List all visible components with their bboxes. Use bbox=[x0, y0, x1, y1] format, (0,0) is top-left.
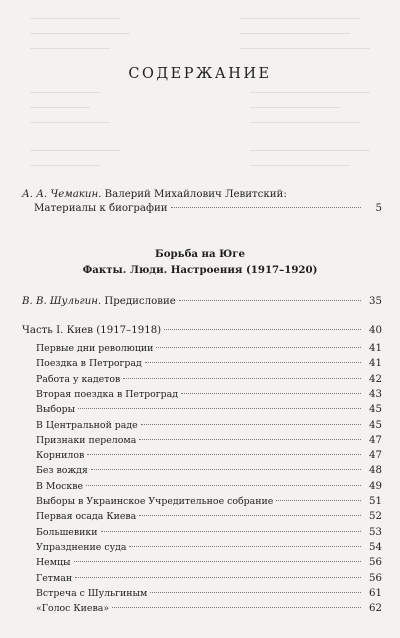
leader-dots bbox=[164, 329, 361, 330]
toc-chapter-entry bbox=[36, 556, 382, 570]
leader-dots bbox=[171, 207, 361, 208]
toc-chapter-entry bbox=[36, 587, 382, 601]
toc-chapter-entry bbox=[36, 373, 382, 387]
toc-chapter-entry bbox=[36, 541, 382, 555]
chapter-title: Поездка в Петроград bbox=[36, 358, 142, 370]
chapter-title: Без вождя bbox=[36, 465, 88, 477]
intro-title-line1: А. А. Чемакин. Валерий Михайлович Левитский: bbox=[22, 189, 287, 200]
chapter-title: Выборы в Украинское Учредительное собрание bbox=[36, 496, 274, 507]
part-title: Часть I. Киев (1917–1918) bbox=[22, 325, 162, 336]
toc-chapter-entry bbox=[36, 342, 382, 356]
page-title: СОДЕРЖАНИЕ bbox=[128, 66, 272, 82]
chapter-title: Признаки перелома bbox=[36, 434, 137, 446]
toc-chapter-entry bbox=[36, 449, 382, 463]
chapter-title: Вторая поездка в Петроград bbox=[36, 388, 179, 400]
leader-dots bbox=[141, 424, 361, 425]
leader-dots bbox=[156, 347, 361, 348]
leader-dots bbox=[150, 592, 361, 593]
toc-chapter-entry bbox=[36, 572, 382, 586]
toc-chapter-entry bbox=[36, 464, 382, 478]
chapter-page: 43 bbox=[369, 388, 382, 400]
intro-page: 5 bbox=[375, 203, 382, 214]
chapter-page: 47 bbox=[369, 434, 382, 446]
chapter-page: 53 bbox=[369, 526, 382, 538]
toc-chapter-entry bbox=[36, 388, 382, 402]
toc-chapter-entry bbox=[36, 526, 382, 540]
chapter-title: Выборы bbox=[36, 404, 76, 416]
show-through-background bbox=[0, 0, 400, 200]
chapter-page: 62 bbox=[369, 603, 382, 615]
preface-page: 35 bbox=[369, 296, 382, 307]
leader-dots bbox=[78, 408, 361, 409]
chapter-title: Первые дни революции bbox=[36, 343, 154, 354]
leader-dots bbox=[74, 561, 361, 562]
chapter-page: 61 bbox=[369, 587, 382, 599]
chapter-page: 42 bbox=[369, 373, 382, 385]
preface-entry bbox=[22, 295, 382, 309]
toc-chapter-entry bbox=[36, 480, 382, 494]
part-entry bbox=[22, 324, 382, 338]
toc-chapter-entry bbox=[36, 510, 382, 524]
leader-dots bbox=[87, 454, 361, 455]
chapter-page: 56 bbox=[369, 557, 382, 569]
chapter-page: 41 bbox=[369, 343, 382, 354]
leader-dots bbox=[101, 531, 362, 532]
intro-author: А. А. Чемакин. bbox=[22, 189, 102, 200]
chapter-title: Немцы bbox=[36, 557, 71, 569]
chapter-page: 51 bbox=[369, 496, 382, 507]
chapter-page: 56 bbox=[369, 572, 382, 584]
chapter-title: Большевики bbox=[36, 526, 98, 538]
preface-title: Предисловие bbox=[104, 296, 176, 307]
leader-dots bbox=[181, 393, 361, 394]
leader-dots bbox=[91, 469, 361, 470]
leader-dots bbox=[276, 500, 361, 501]
part-page: 40 bbox=[369, 325, 382, 336]
leader-dots bbox=[145, 362, 361, 363]
toc-chapter-entry bbox=[36, 602, 382, 616]
leader-dots bbox=[112, 607, 361, 608]
chapter-page: 54 bbox=[369, 541, 382, 553]
leader-dots bbox=[86, 485, 361, 486]
intro-title-line2: Материалы к биографии 5 bbox=[34, 203, 382, 214]
leader-dots bbox=[129, 546, 361, 547]
leader-dots bbox=[179, 300, 361, 301]
chapter-page: 49 bbox=[369, 480, 382, 492]
toc-chapter-entry bbox=[36, 403, 382, 417]
toc-chapter-entry bbox=[36, 434, 382, 448]
chapter-title: Работа у кадетов bbox=[36, 373, 121, 385]
chapter-page: 47 bbox=[369, 450, 382, 462]
chapter-title: Корнилов bbox=[36, 450, 85, 462]
chapter-title: «Голос Киева» bbox=[36, 603, 110, 615]
chapter-page: 45 bbox=[369, 404, 382, 416]
chapter-title: Встреча с Шульгиным bbox=[36, 587, 148, 599]
toc-chapter-entry bbox=[36, 357, 382, 371]
chapter-title: Гетман bbox=[36, 572, 73, 584]
section-heading-line1: Борьба на Юге bbox=[155, 248, 245, 260]
toc-chapter-entry bbox=[36, 495, 382, 509]
leader-dots bbox=[139, 439, 361, 440]
leader-dots bbox=[123, 378, 361, 379]
chapter-page: 41 bbox=[369, 358, 382, 370]
section-heading-line2: Факты. Люди. Настроения (1917–1920) bbox=[82, 264, 318, 276]
chapter-title: В Центральной раде bbox=[36, 419, 138, 431]
leader-dots bbox=[75, 577, 361, 578]
chapter-title: Упразднение суда bbox=[36, 541, 127, 553]
intro-entry bbox=[22, 188, 382, 216]
chapter-page: 52 bbox=[369, 511, 382, 523]
chapter-title: Первая осада Киева bbox=[36, 511, 137, 523]
toc-chapter-entry bbox=[36, 419, 382, 433]
chapter-page: 48 bbox=[369, 465, 382, 477]
preface-author: В. В. Шульгин. bbox=[22, 296, 102, 307]
chapter-title: В Москве bbox=[36, 480, 84, 492]
chapter-page: 45 bbox=[369, 419, 382, 431]
leader-dots bbox=[139, 515, 361, 516]
